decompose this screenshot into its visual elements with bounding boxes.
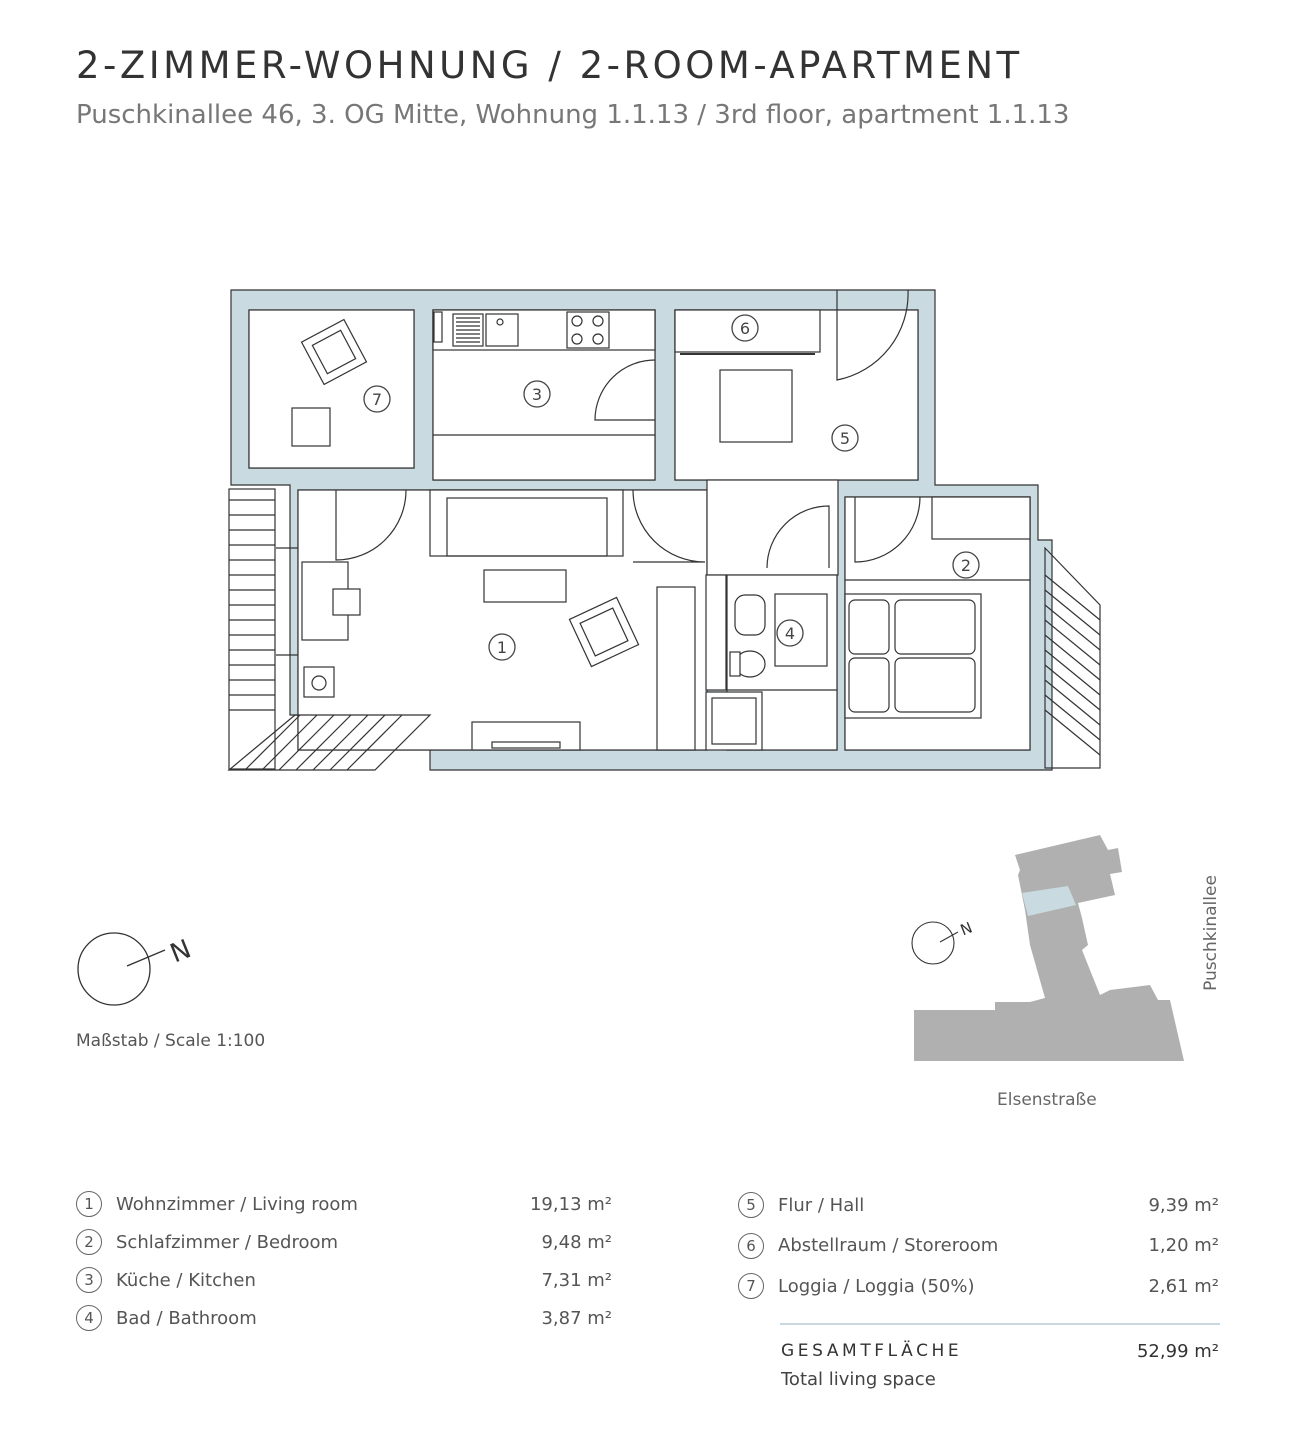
room-number: 1: [76, 1191, 102, 1217]
living-wardrobe: [657, 587, 695, 750]
bedroom-wardrobe: [932, 497, 1030, 539]
svg-text:N: N: [166, 934, 196, 970]
room-area: 9,39 m²: [1148, 1194, 1219, 1216]
hall-table: [720, 370, 792, 442]
site-building: [914, 835, 1184, 1061]
room-number: 7: [738, 1273, 764, 1299]
room-row: [76, 1185, 612, 1223]
room-row: [738, 1226, 1219, 1267]
shower: [706, 692, 762, 750]
site-plan: [912, 835, 1184, 1061]
total-divider: [780, 1323, 1220, 1325]
room-name: Küche / Kitchen: [116, 1269, 256, 1291]
stairs-right: [1045, 548, 1100, 768]
room-name: Flur / Hall: [778, 1194, 865, 1216]
room-number: 6: [738, 1233, 764, 1259]
loggia-table: [292, 408, 330, 446]
total-title: GESAMTFLÄCHE: [781, 1341, 963, 1361]
room-name: Wohnzimmer / Living room: [116, 1193, 358, 1215]
coffee-table: [484, 570, 566, 602]
room-number: 4: [76, 1305, 102, 1331]
room-name: Schlafzimmer / Bedroom: [116, 1231, 339, 1253]
small-compass-icon: [912, 918, 975, 964]
room-marker-6: [732, 315, 758, 341]
room-marker-7: [364, 386, 390, 412]
room-row: [738, 1185, 1219, 1226]
sofa: [430, 490, 623, 556]
room-name: Abstellraum / Storeroom: [778, 1235, 999, 1257]
svg-text:2: 2: [960, 556, 972, 575]
svg-text:N: N: [957, 918, 975, 940]
total-subtitle: Total living space: [781, 1369, 936, 1390]
bathroom-washbasin: [735, 595, 765, 635]
room-marker-2: [953, 552, 979, 578]
room-area: 7,31 m²: [541, 1269, 612, 1291]
room-number: 2: [76, 1229, 102, 1255]
room-marker-1: [489, 634, 515, 660]
room-row: [738, 1266, 1219, 1307]
room-area: 2,61 m²: [1148, 1275, 1219, 1297]
kitchen-sink: [486, 314, 518, 346]
room-row: [76, 1261, 612, 1299]
room-number: 5: [738, 1192, 764, 1218]
svg-text:4: 4: [784, 624, 796, 643]
room-list-left: [76, 1185, 612, 1337]
svg-text:5: 5: [839, 429, 851, 448]
room-row: [76, 1223, 612, 1261]
room-marker-5: [832, 425, 858, 451]
room-row: [76, 1299, 612, 1337]
room-name: Loggia / Loggia (50%): [778, 1275, 975, 1297]
street-label-bottom: Elsenstraße: [997, 1090, 1097, 1110]
svg-text:7: 7: [371, 390, 383, 409]
svg-text:3: 3: [531, 385, 543, 404]
room-area: 3,87 m²: [541, 1307, 612, 1329]
room-list-right: [738, 1185, 1219, 1307]
total-area: 52,99 m²: [1136, 1341, 1219, 1362]
room-area: 9,48 m²: [541, 1231, 612, 1253]
stove-living: [304, 667, 334, 697]
bathroom-shelf: [706, 575, 726, 690]
page-title: 2-ZIMMER-WOHNUNG / 2-ROOM-APARTMENT: [76, 44, 1023, 87]
street-label-right: Puschkinallee: [1201, 875, 1221, 991]
room-marker-4: [777, 620, 803, 646]
room-area: 1,20 m²: [1148, 1235, 1219, 1257]
room-name: Bad / Bathroom: [116, 1307, 257, 1329]
room-marker-3: [524, 381, 550, 407]
room-area: 19,13 m²: [529, 1193, 612, 1215]
compass-icon: [78, 933, 195, 1005]
hall-extension: [707, 480, 838, 575]
scale-label: Maßstab / Scale 1:100: [76, 1031, 266, 1051]
svg-text:6: 6: [739, 319, 751, 338]
svg-text:1: 1: [496, 638, 508, 657]
page-subtitle: Puschkinallee 46, 3. OG Mitte, Wohnung 1.1.13 / 3rd floor, apartment 1.1.13: [76, 100, 1070, 130]
room-number: 3: [76, 1267, 102, 1293]
